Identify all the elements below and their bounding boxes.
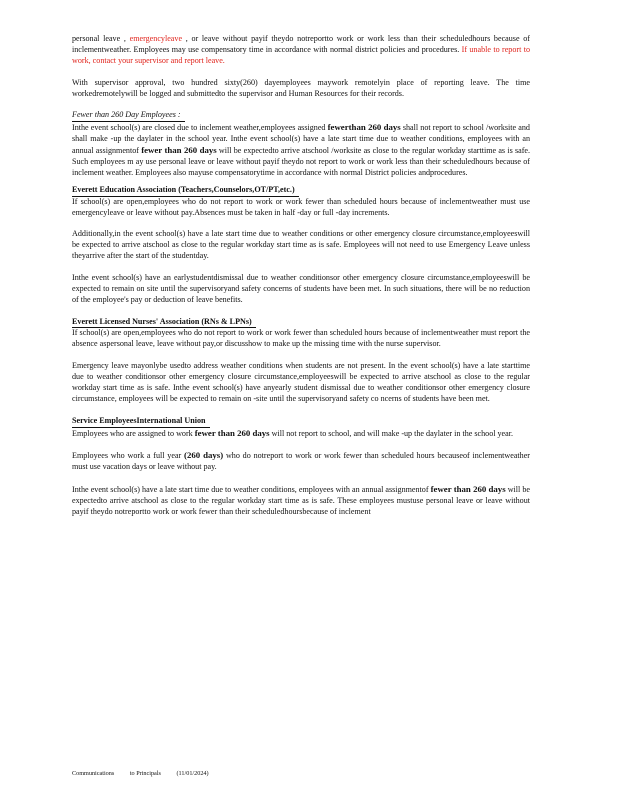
contact-supervisor-note: If unable to report to work, contact your supervisor and report leave.: [72, 44, 530, 65]
seiu-paragraph-3: [72, 484, 530, 518]
leave-paragraph: [72, 34, 530, 67]
footer-audience: to Principals: [129, 770, 161, 777]
seiu-paragraph-2: [72, 450, 530, 473]
emphasis-text: fewerthan 260 days: [327, 122, 401, 133]
text-run: personal leave ,: [72, 34, 130, 43]
fewer-than-260-paragraph: [72, 122, 530, 179]
eea-heading: Everett Education Association (Teachers,Counselors,OT/PT,etc.): [72, 185, 299, 197]
seiu-heading: Service EmployeesInternational Union: [72, 416, 210, 428]
document-page: [72, 34, 530, 518]
nurses-paragraph-2: Emergency leave mayonlybe usedto address weather conditions when students are not present. In the event school(s) have a late starttime due to weather conditionsor other emergency closure circumstance,employeeswill be expected to arrive atschool as close to the regular workday start time as is safe. Inthe event school(s) have anyearly student dismissal due to weather conditionsor other emergency closure circumstance, employees will be expected to remain on -site until the supervisoryand safety co ncerns of students have been met.: [72, 361, 530, 403]
text-run: Inthe event school(s) have a late start time due to weather conditions, employees with an annual assignmentof: [72, 485, 431, 495]
emphasis-text: fewer than 260 days: [430, 484, 506, 495]
footer-title: Communications: [72, 770, 115, 777]
footer-date: (11/01/2024): [176, 770, 209, 777]
remote-work-paragraph: With supervisor approval, two hundred sixty(260) dayemployees maywork remotelyin place of reporting leave. The time workedremotelywill be logged and submittedto the supervisor and Human Resources for their records.: [72, 77, 530, 98]
emphasis-text: fewer than 260 days: [141, 145, 217, 156]
text-run: will not report to school, and will make -up the daylater in the school year.: [269, 428, 514, 438]
text-run: who do notreport to work or work fewer than scheduled hours becauseof inclementweather must use vacation days or leave without pay.: [72, 451, 531, 472]
seiu-paragraph-1: [72, 428, 530, 440]
text-run: will be expectedto arrive atschool as close to the regular workday start time as is safe. These employees mustuse personal leave or leave without payif theydo notreportto work or work fewer than their scheduledhoursbecause of inclement: [72, 485, 530, 516]
text-run: , or leave without payif theydo notreportto work or work less than their scheduledhours because of inclementweather. Employees may use compensatory time in accordance with normal district policies and procedures.: [72, 34, 530, 54]
nurses-paragraph-1: If school(s) are open,employees who do not report to work or work fewer than scheduled hours because of inclementweather must report the absence aspersonal leave, leave without pay,or discusshow to make up the missing time with the nurse supervisor.: [72, 328, 530, 349]
text-run: Employees who work a full year: [72, 451, 185, 461]
eea-paragraph-2: Additionally,in the event school(s) have a late start time due to weather conditions or other emergency closure circumstance,employeeswill be expected to arrive atschool as close to the regular workday start time as is safe. Employees will not need to use Emergency Leave unless theyarrive after the start of the studentday.: [72, 229, 530, 261]
emergency-leave-text: emergencyleave: [129, 34, 183, 43]
eea-paragraph-1: If school(s) are open,employees who do not report to work or work fewer than scheduled hours because of inclementweather must use emergencyleave or leave without pay.Absences must be taken in half -day or full -day increments.: [72, 196, 530, 217]
eea-paragraph-3: Inthe event school(s) have an earlystudentdismissal due to weather conditionsor other emergency closure circumstance,employeeswill be expected to remain on site until the supervisoryand safety concerns of students have been met. In such situations, there will be no reduction of the employee's pay or deduction of leave benefits.: [72, 272, 530, 304]
emphasis-text: fewer than 260 days: [194, 427, 270, 438]
page-footer: [72, 770, 223, 777]
text-run: Inthe event school(s) are closed due to inclement weather,employees assigned: [72, 123, 328, 133]
nurses-heading: Everett Licensed Nurses' Association (RNs & LPNs): [72, 317, 256, 329]
emphasis-text: (260 days): [184, 450, 224, 461]
text-run: Employees who are assigned to work: [72, 428, 195, 438]
text-run: will be expectedto arrive atschool /worksite as close to the regular workday starttime as is safe. Such employees m ay use personal leave or leave without payif theydo not report to work or work less than their scheduledhours because of inclement weather. Employees also mayuse compensatorytime in accordance with normal District policies andprocedures.: [72, 146, 531, 177]
fewer-than-260-heading: Fewer than 260 Day Employees :: [72, 110, 185, 122]
text-run: shall not report to school /worksite and shall make -up the daylater in the school year. Inthe event school(s) have a late start time due to weather conditions, employees with an annual assignmentof: [72, 123, 530, 156]
